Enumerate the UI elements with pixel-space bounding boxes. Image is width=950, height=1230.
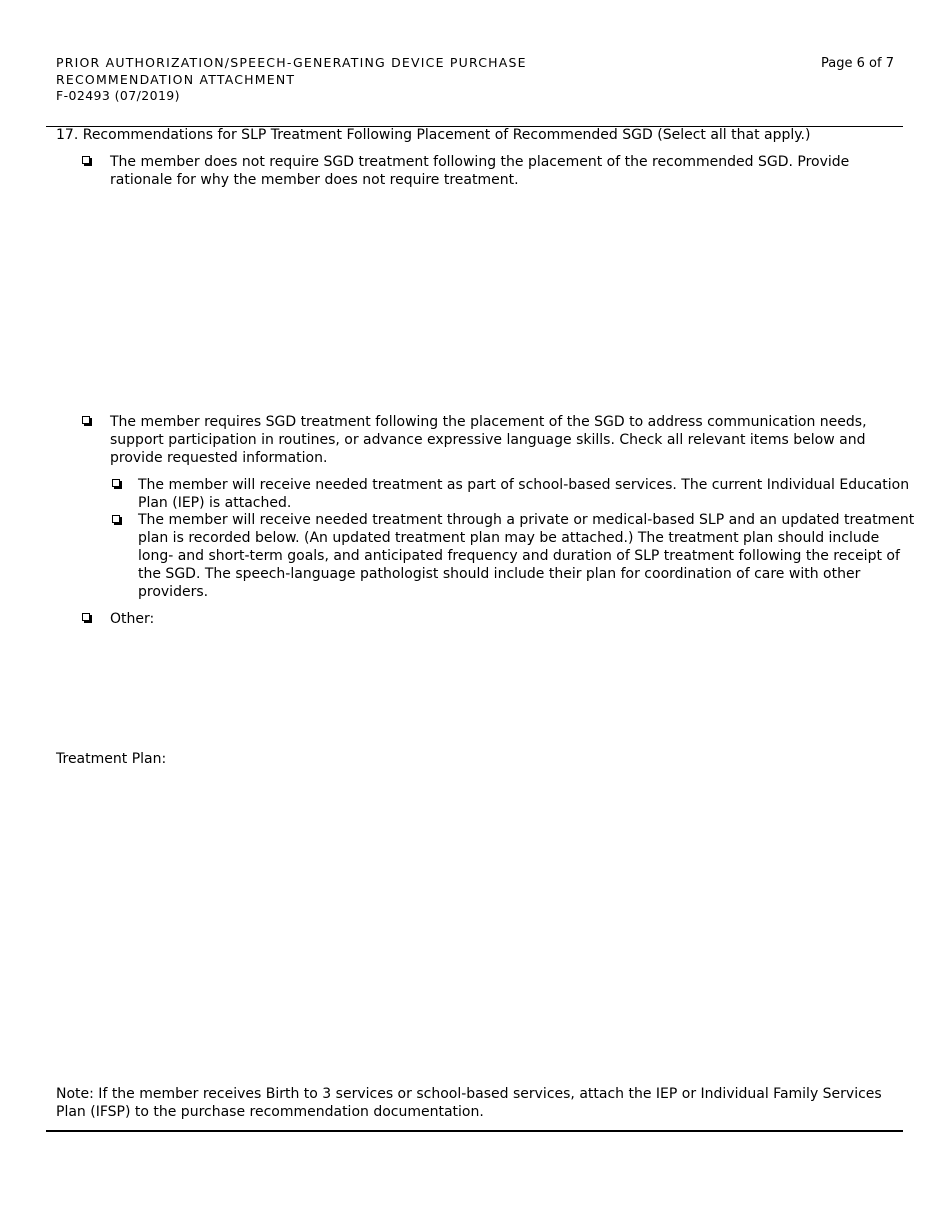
private-slp-option: The member will receive needed treatment through a private or medical-based SLP and an updated treatment plan is recorded below. (An updated treatment plan may be attached.) The treatment plan should include long- and short-term goals, and anticipated frequency and duration of SLP treatment following the receipt of the SGD. The speech-language pathologist should include their plan for coordination of care with other providers.: [138, 512, 915, 600]
school-based-checkbox[interactable]: [112, 479, 120, 487]
requires-treatment-option: The member requires SGD treatment following the placement of the SGD to address communication needs, support participation in routines, or advance expressive language skills. Check all relevant items below and provide requested information.: [110, 414, 867, 466]
rationale-field[interactable]: [110, 195, 890, 400]
section-17-title: 17. Recommendations for SLP Treatment Following Placement of Recommended SGD (Select all that apply.): [56, 127, 811, 143]
no-treatment-checkbox[interactable]: [82, 156, 90, 164]
form-header: [56, 55, 527, 105]
other-field[interactable]: [160, 610, 890, 730]
page-number: Page 6 of 7: [821, 56, 894, 71]
other-checkbox[interactable]: [82, 613, 90, 621]
note: Note: If the member receives Birth to 3 services or school-based services, attach the IEP or Individual Family Services Plan (IFSP) to the purchase recommendation documentation.: [56, 1086, 882, 1120]
treatment-plan-field[interactable]: [56, 772, 896, 1072]
form-title-line1: PRIOR AUTHORIZATION/SPEECH-GENERATING DEVICE PURCHASE: [56, 55, 527, 70]
form-title-line2: RECOMMENDATION ATTACHMENT: [56, 71, 296, 87]
form-number: F-02493 (07/2019): [56, 88, 180, 103]
private-slp-checkbox[interactable]: [112, 515, 120, 523]
treatment-plan-label: Treatment Plan:: [56, 751, 167, 767]
note-label: Note:: [56, 1086, 94, 1102]
footer-divider: [46, 1130, 903, 1132]
school-based-option: The member will receive needed treatment as part of school-based services. The current Individual Education Plan (IEP) is attached.: [138, 477, 910, 511]
no-treatment-option: The member does not require SGD treatment following the placement of the recommended SGD. Provide rationale for why the member does not require treatment.: [110, 154, 850, 188]
other-label: Other:: [110, 611, 155, 627]
requires-treatment-checkbox[interactable]: [82, 416, 90, 424]
